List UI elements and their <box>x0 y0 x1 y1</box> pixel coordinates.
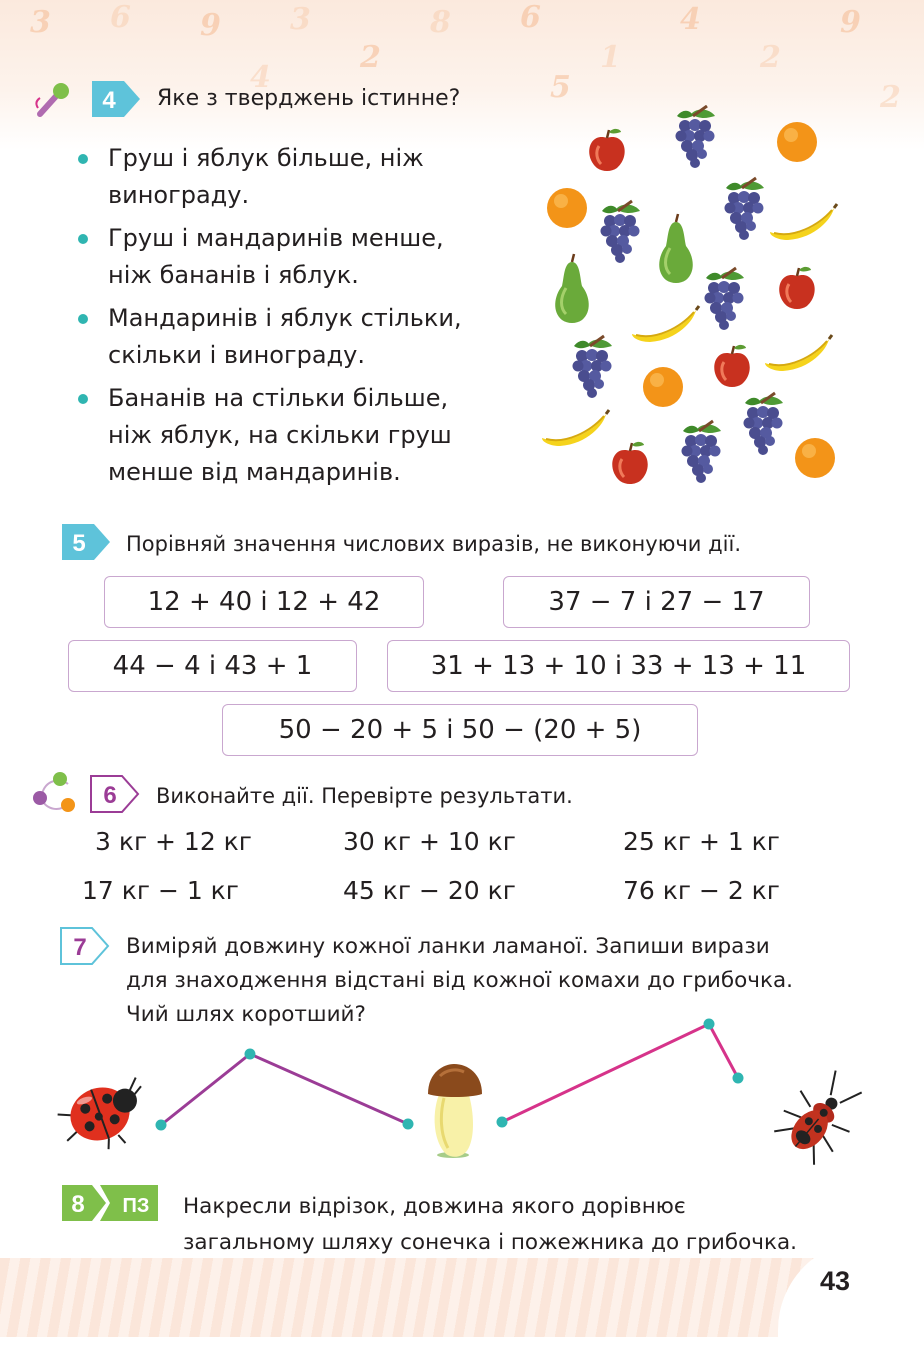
task4-number-badge <box>92 80 142 118</box>
task5-number-badge <box>62 523 112 561</box>
expression-box-1[interactable]: 12 + 40 і 12 + 42 <box>104 576 424 628</box>
task4-question: Яке з тверджень істинне? <box>157 86 461 111</box>
task7-number: 7 <box>73 934 87 961</box>
task7-number-badge <box>60 927 112 965</box>
statement-line: Мандаринів і яблук стільки, <box>108 304 462 332</box>
statement-line: ніж бананів і яблук. <box>108 261 359 289</box>
decor-digit: 3 <box>30 5 51 40</box>
decor-digit: 2 <box>760 40 781 75</box>
decor-digit: 3 <box>290 2 311 37</box>
bullet-dot <box>78 314 88 324</box>
statement-3[interactable] <box>78 300 528 374</box>
grapes-icon <box>573 336 613 398</box>
task7-line: Виміряй довжину кожної ланки ламаної. Запиши вирази <box>126 934 770 959</box>
fruits-illustration <box>530 105 860 505</box>
statement-line: менше від мандаринів. <box>108 458 401 486</box>
task8-line: загальному шляху сонечка і пожежника до грибочка. <box>183 1230 797 1255</box>
task7-line: для знаходження відстані від кожної комахи до грибочка. <box>126 968 793 993</box>
banana-icon <box>542 410 609 446</box>
pair-work-icon <box>30 770 78 820</box>
bullet-dot <box>78 394 88 404</box>
task6-number-badge <box>90 775 142 813</box>
task5-number: 5 <box>72 530 86 557</box>
orange-icon <box>643 367 683 407</box>
task6-number: 6 <box>103 782 117 809</box>
statement-line: Груш і мандаринів менше, <box>108 224 444 252</box>
grapes-icon <box>705 268 745 330</box>
task4-statements <box>78 140 528 497</box>
task8-line: Накресли відрізок, довжина якого дорівнює <box>183 1194 686 1219</box>
statement-1[interactable] <box>78 140 528 214</box>
statement-line: Груш і яблук більше, ніж <box>108 144 424 172</box>
decor-digit: 9 <box>840 5 861 40</box>
statement-line: Бананів на стільки більше, <box>108 384 449 412</box>
decor-digit: 6 <box>520 0 541 35</box>
decor-digit: 2 <box>360 40 381 75</box>
orange-icon <box>777 122 817 162</box>
orange-icon <box>547 188 587 228</box>
decor-digit: 8 <box>430 5 451 40</box>
decor-digit: 4 <box>680 2 701 37</box>
statement-line: ніж яблук, на скільки груш <box>108 421 452 449</box>
ladybug-icon <box>54 1073 158 1161</box>
task4-number: 4 <box>102 87 116 114</box>
mass-expression: 25 кг + 1 кг <box>623 827 780 856</box>
pear-icon <box>555 254 589 323</box>
page-number: 43 <box>820 1266 851 1296</box>
task7-line: Чий шлях коротший? <box>126 1002 366 1027</box>
grapes-icon <box>682 421 722 483</box>
grapes-icon <box>744 393 784 455</box>
orange-icon <box>795 438 835 478</box>
statement-2[interactable] <box>78 220 528 294</box>
grapes-icon <box>725 178 765 240</box>
task8-text <box>183 1189 797 1261</box>
bullet-dot <box>78 234 88 244</box>
decor-digit: 2 <box>880 80 901 115</box>
task5-instruction: Порівняй значення числових виразів, не виконуючи дії. <box>126 532 741 556</box>
statement-line: винограду. <box>108 181 250 209</box>
statement-4[interactable] <box>78 380 528 491</box>
decor-digit: 1 <box>600 40 621 75</box>
apple-icon <box>612 442 647 484</box>
mass-expression: 45 кг − 20 кг <box>343 876 516 905</box>
expression-box-3[interactable]: 44 − 4 і 43 + 1 <box>68 640 357 692</box>
mass-expression: 30 кг + 10 кг <box>343 827 516 856</box>
apple-icon <box>779 267 814 309</box>
statement-line: скільки і винограду. <box>108 341 365 369</box>
banana-icon <box>765 335 832 371</box>
task8-number: 8 <box>71 1191 85 1218</box>
apple-icon <box>589 129 624 171</box>
task6-instruction: Виконайте дії. Перевірте результати. <box>156 784 573 808</box>
bullet-dot <box>78 154 88 164</box>
decor-digit: 5 <box>550 70 571 105</box>
banana-icon <box>632 306 699 342</box>
decor-digit: 6 <box>110 0 131 35</box>
decor-digit: 9 <box>200 8 221 43</box>
expression-box-4[interactable]: 31 + 13 + 10 і 33 + 13 + 11 <box>387 640 850 692</box>
mass-expression: 76 кг − 2 кг <box>623 876 780 905</box>
expression-box-2[interactable]: 37 − 7 і 27 − 17 <box>503 576 810 628</box>
mass-expression: 3 кг + 12 кг <box>95 827 252 856</box>
expression-box-5[interactable]: 50 − 20 + 5 і 50 − (20 + 5) <box>222 704 698 756</box>
mass-expression: 17 кг − 1 кг <box>82 876 239 905</box>
task8-number-badge <box>62 1184 162 1222</box>
pear-icon <box>659 214 693 283</box>
microphone-icon <box>32 78 74 124</box>
banana-icon <box>770 204 837 240</box>
broken-lines-illustration <box>0 1010 924 1180</box>
grapes-icon <box>601 201 641 263</box>
apple-icon <box>714 345 749 387</box>
decor-digit: 4 <box>250 60 271 95</box>
firebug-icon <box>770 1062 874 1169</box>
grapes-icon <box>676 106 716 168</box>
mushroom-icon <box>428 1064 482 1158</box>
task8-tag: ПЗ <box>122 1195 150 1217</box>
